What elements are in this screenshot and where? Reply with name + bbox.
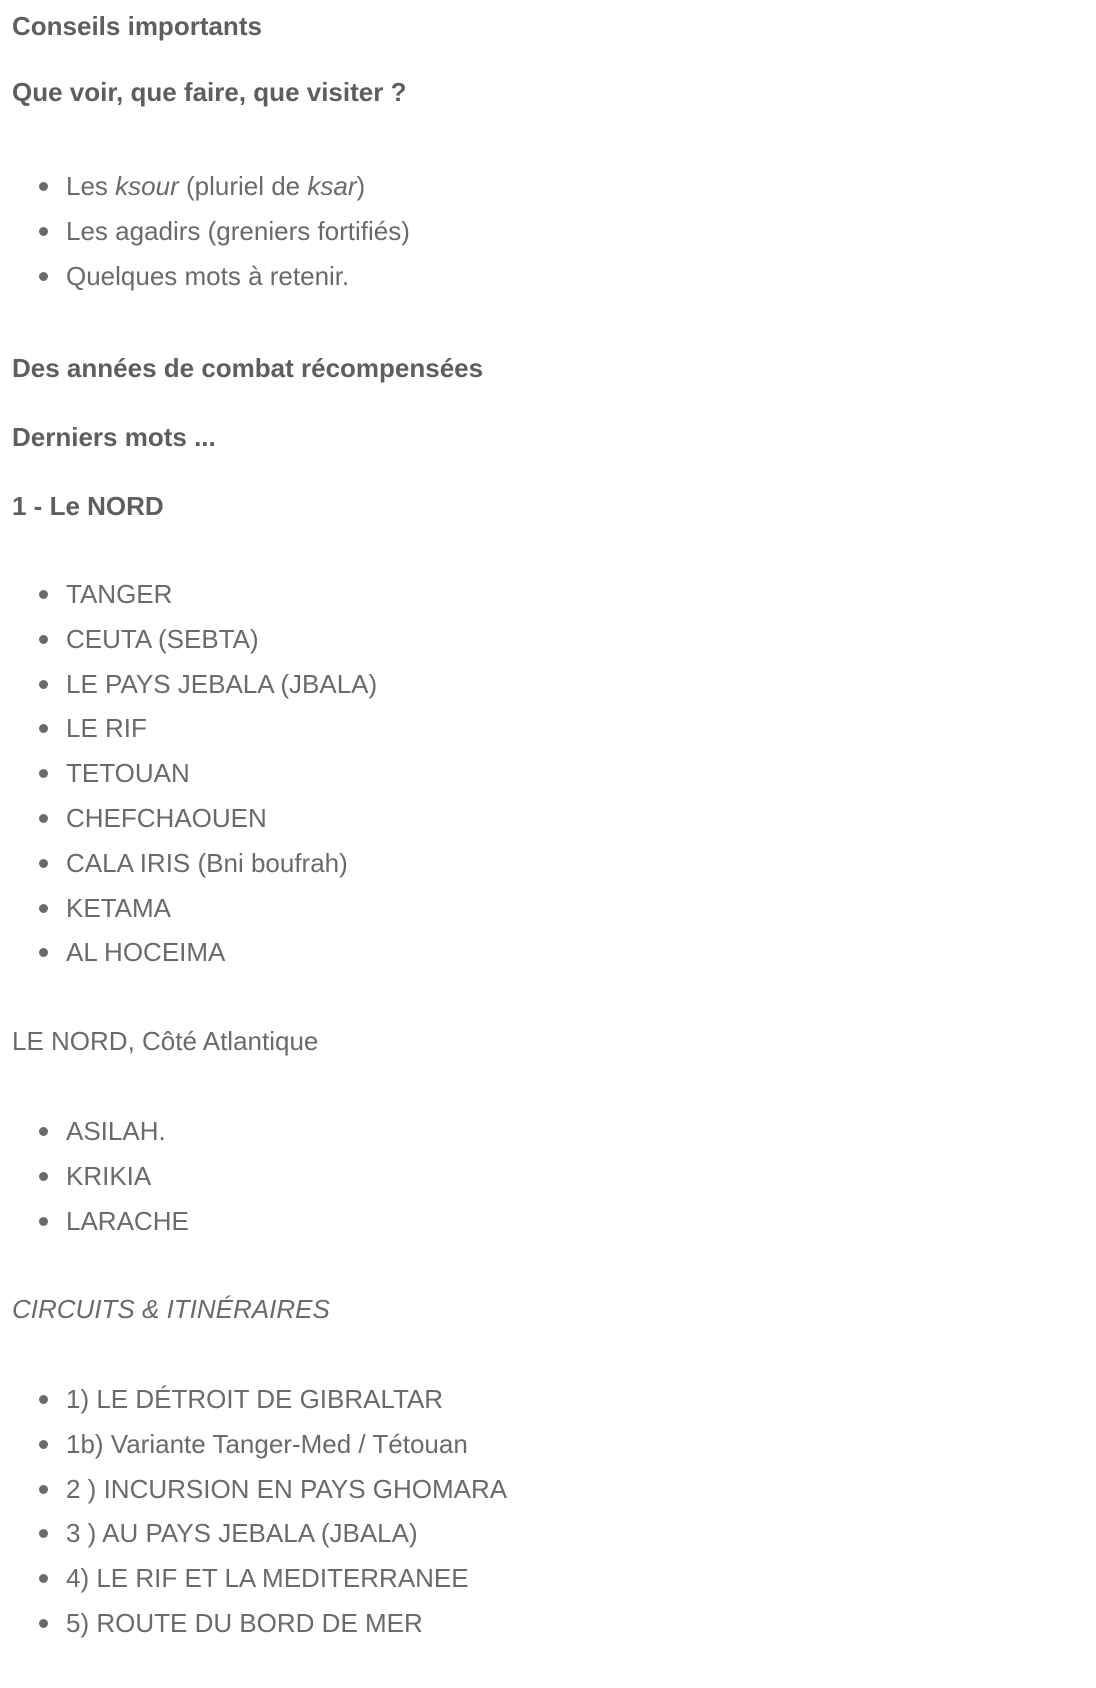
bullet-icon bbox=[39, 769, 48, 778]
bullet-icon bbox=[39, 859, 48, 868]
list-item[interactable]: 1b) Variante Tanger-Med / Tétouan bbox=[12, 1422, 507, 1467]
list-item[interactable]: ASILAH. bbox=[12, 1109, 189, 1154]
bullet-icon bbox=[39, 1440, 48, 1449]
list-item-mots[interactable]: Quelques mots à retenir. bbox=[12, 254, 410, 299]
list-item-ksour[interactable]: Les ksour (pluriel de ksar) bbox=[12, 164, 410, 209]
list-item[interactable]: AL HOCEIMA bbox=[12, 930, 377, 975]
atlantique-list bbox=[12, 1109, 189, 1243]
bullet-icon bbox=[39, 1127, 48, 1136]
bullet-icon bbox=[39, 904, 48, 913]
bullet-icon bbox=[39, 182, 48, 191]
bullet-icon bbox=[39, 948, 48, 957]
list-item[interactable]: 1) LE DÉTROIT DE GIBRALTAR bbox=[12, 1377, 507, 1422]
bullet-icon bbox=[39, 1619, 48, 1628]
list-item[interactable]: CALA IRIS (Bni boufrah) bbox=[12, 841, 377, 886]
heading-nord-atlantique[interactable]: LE NORD, Côté Atlantique bbox=[12, 1026, 319, 1056]
list-item[interactable]: CEUTA (SEBTA) bbox=[12, 617, 377, 662]
bullet-icon bbox=[39, 1574, 48, 1583]
heading-que-voir[interactable]: Que voir, que faire, que visiter ? bbox=[12, 77, 407, 107]
heading-circuits[interactable]: CIRCUITS & ITINÉRAIRES bbox=[12, 1294, 330, 1324]
bullet-icon bbox=[39, 635, 48, 644]
bullet-icon bbox=[39, 1485, 48, 1494]
bullet-icon bbox=[39, 1529, 48, 1538]
list-item[interactable]: LE PAYS JEBALA (JBALA) bbox=[12, 662, 377, 707]
circuits-list bbox=[12, 1377, 507, 1646]
list-item[interactable]: KETAMA bbox=[12, 886, 377, 931]
nord-list bbox=[12, 572, 377, 975]
list-item[interactable]: 5) ROUTE DU BORD DE MER bbox=[12, 1601, 507, 1646]
bullet-icon bbox=[39, 1395, 48, 1404]
bullet-icon bbox=[39, 724, 48, 733]
list-item[interactable]: CHEFCHAOUEN bbox=[12, 796, 377, 841]
bullet-icon bbox=[39, 1172, 48, 1181]
heading-conseils[interactable]: Conseils importants bbox=[12, 11, 262, 41]
list-item[interactable]: LARACHE bbox=[12, 1199, 189, 1244]
bullet-icon bbox=[39, 227, 48, 236]
list-item[interactable]: KRIKIA bbox=[12, 1154, 189, 1199]
list-item-agadirs[interactable]: Les agadirs (greniers fortifiés) bbox=[12, 209, 410, 254]
list-item[interactable]: LE RIF bbox=[12, 706, 377, 751]
list-item[interactable]: TANGER bbox=[12, 572, 377, 617]
heading-annees[interactable]: Des années de combat récompensées bbox=[12, 353, 484, 383]
bullet-icon bbox=[39, 1217, 48, 1226]
heading-derniers[interactable]: Derniers mots ... bbox=[12, 422, 216, 452]
heading-nord[interactable]: 1 - Le NORD bbox=[12, 491, 164, 521]
bullet-icon bbox=[39, 590, 48, 599]
que-voir-list bbox=[12, 164, 410, 298]
list-item[interactable]: 2 ) INCURSION EN PAYS GHOMARA bbox=[12, 1467, 507, 1512]
bullet-icon bbox=[39, 814, 48, 823]
list-item[interactable]: TETOUAN bbox=[12, 751, 377, 796]
list-item[interactable]: 3 ) AU PAYS JEBALA (JBALA) bbox=[12, 1511, 507, 1556]
list-item[interactable]: 4) LE RIF ET LA MEDITERRANEE bbox=[12, 1556, 507, 1601]
bullet-icon bbox=[39, 272, 48, 281]
bullet-icon bbox=[39, 680, 48, 689]
